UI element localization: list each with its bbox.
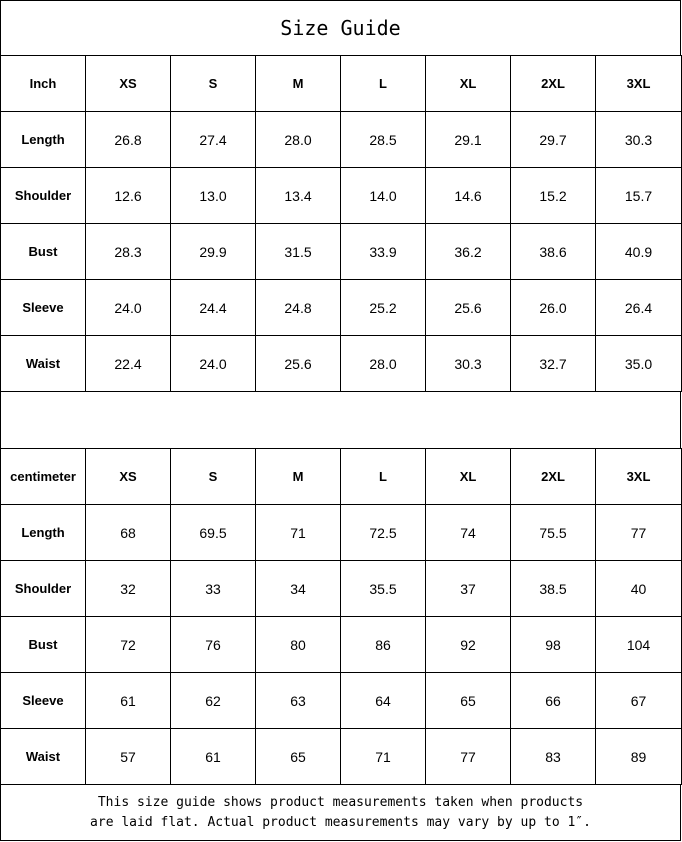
measurement-cell: 28.0: [341, 336, 426, 392]
measurement-cell: 77: [596, 505, 682, 561]
measurement-cell: 71: [256, 505, 341, 561]
table-row: [1, 112, 682, 168]
measurement-cell: 26.8: [86, 112, 171, 168]
row-label: Shoulder: [1, 561, 86, 617]
measurement-cell: 31.5: [256, 224, 341, 280]
measurement-cell: 61: [171, 729, 256, 785]
header-row: [1, 449, 682, 505]
measurement-cell: 30.3: [596, 112, 682, 168]
measurement-cell: 75.5: [511, 505, 596, 561]
size-header: 2XL: [511, 56, 596, 112]
row-label: Waist: [1, 729, 86, 785]
table-spacer: [0, 392, 681, 449]
table-row: [1, 280, 682, 336]
unit-label: centimeter: [1, 449, 86, 505]
measurement-cell: 32.7: [511, 336, 596, 392]
row-label: Length: [1, 505, 86, 561]
measurement-cell: 22.4: [86, 336, 171, 392]
measurement-cell: 40: [596, 561, 682, 617]
measurement-cell: 36.2: [426, 224, 511, 280]
note-line-2: are laid flat. Actual product measurements may vary by up to 1″.: [90, 814, 591, 830]
measurement-cell: 65: [426, 673, 511, 729]
measurement-cell: 33.9: [341, 224, 426, 280]
measurement-cell: 71: [341, 729, 426, 785]
measurement-cell: 13.0: [171, 168, 256, 224]
measurement-cell: 67: [596, 673, 682, 729]
measurement-cell: 63: [256, 673, 341, 729]
measurement-cell: 89: [596, 729, 682, 785]
measurement-cell: 24.4: [171, 280, 256, 336]
table-row: [1, 505, 682, 561]
unit-label: Inch: [1, 56, 86, 112]
size-header: S: [171, 56, 256, 112]
measurement-cell: 30.3: [426, 336, 511, 392]
table-row: [1, 168, 682, 224]
size-header: 3XL: [596, 449, 682, 505]
size-header: S: [171, 449, 256, 505]
size-header: L: [341, 449, 426, 505]
measurement-cell: 26.0: [511, 280, 596, 336]
measurement-cell: 98: [511, 617, 596, 673]
measurement-cell: 38.6: [511, 224, 596, 280]
row-label: Shoulder: [1, 168, 86, 224]
measurement-cell: 15.2: [511, 168, 596, 224]
measurement-cell: 86: [341, 617, 426, 673]
table-row: [1, 729, 682, 785]
table-row: [1, 673, 682, 729]
measurement-cell: 26.4: [596, 280, 682, 336]
size-header: L: [341, 56, 426, 112]
measurement-cell: 61: [86, 673, 171, 729]
table-row: [1, 561, 682, 617]
measurement-cell: 40.9: [596, 224, 682, 280]
measurement-cell: 24.0: [171, 336, 256, 392]
measurement-cell: 29.9: [171, 224, 256, 280]
measurement-cell: 66: [511, 673, 596, 729]
measurement-cell: 68: [86, 505, 171, 561]
row-label: Bust: [1, 224, 86, 280]
size-header: M: [256, 449, 341, 505]
measurement-cell: 77: [426, 729, 511, 785]
measurement-cell: 25.2: [341, 280, 426, 336]
measurement-cell: 29.1: [426, 112, 511, 168]
measurement-cell: 37: [426, 561, 511, 617]
measurement-cell: 28.3: [86, 224, 171, 280]
header-row: [1, 56, 682, 112]
measurement-cell: 24.0: [86, 280, 171, 336]
inch-size-table: [0, 55, 682, 392]
measurement-cell: 38.5: [511, 561, 596, 617]
size-header: M: [256, 56, 341, 112]
measurement-cell: 14.6: [426, 168, 511, 224]
table-row: [1, 224, 682, 280]
measurement-cell: 83: [511, 729, 596, 785]
centimeter-size-table: [0, 448, 682, 785]
note-line-1: This size guide shows product measurements taken when products: [97, 794, 584, 810]
size-header: XS: [86, 56, 171, 112]
measurement-cell: 33: [171, 561, 256, 617]
measurement-cell: 28.5: [341, 112, 426, 168]
row-label: Bust: [1, 617, 86, 673]
size-header: XS: [86, 449, 171, 505]
row-label: Length: [1, 112, 86, 168]
size-header: XL: [426, 449, 511, 505]
measurement-cell: 34: [256, 561, 341, 617]
measurement-cell: 76: [171, 617, 256, 673]
measurement-cell: 72: [86, 617, 171, 673]
table-row: [1, 336, 682, 392]
measurement-cell: 25.6: [426, 280, 511, 336]
measurement-cell: 15.7: [596, 168, 682, 224]
measurement-cell: 74: [426, 505, 511, 561]
measurement-cell: 14.0: [341, 168, 426, 224]
row-label: Waist: [1, 336, 86, 392]
measurement-cell: 80: [256, 617, 341, 673]
measurement-cell: 35.0: [596, 336, 682, 392]
measurement-cell: 72.5: [341, 505, 426, 561]
measurement-cell: 29.7: [511, 112, 596, 168]
size-header: 3XL: [596, 56, 682, 112]
measurement-cell: 69.5: [171, 505, 256, 561]
measurement-cell: 104: [596, 617, 682, 673]
measurement-note: [0, 784, 681, 841]
measurement-cell: 92: [426, 617, 511, 673]
row-label: Sleeve: [1, 280, 86, 336]
page-title: Size Guide: [0, 0, 681, 56]
measurement-cell: 24.8: [256, 280, 341, 336]
size-header: 2XL: [511, 449, 596, 505]
measurement-cell: 25.6: [256, 336, 341, 392]
measurement-cell: 57: [86, 729, 171, 785]
measurement-cell: 65: [256, 729, 341, 785]
measurement-cell: 27.4: [171, 112, 256, 168]
table-row: [1, 617, 682, 673]
size-header: XL: [426, 56, 511, 112]
measurement-cell: 12.6: [86, 168, 171, 224]
measurement-cell: 64: [341, 673, 426, 729]
measurement-cell: 62: [171, 673, 256, 729]
measurement-cell: 32: [86, 561, 171, 617]
measurement-cell: 13.4: [256, 168, 341, 224]
row-label: Sleeve: [1, 673, 86, 729]
measurement-cell: 28.0: [256, 112, 341, 168]
measurement-cell: 35.5: [341, 561, 426, 617]
